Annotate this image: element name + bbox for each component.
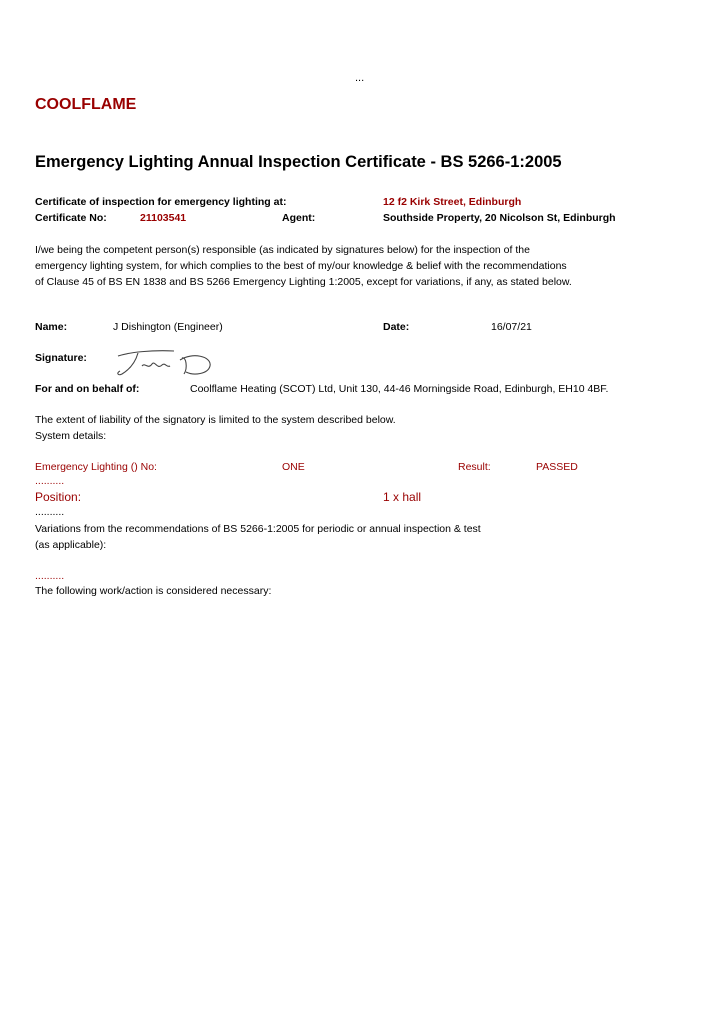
system-details-label: System details: xyxy=(35,430,107,442)
emergency-lighting-number: ONE xyxy=(282,461,305,473)
result-label: Result: xyxy=(458,461,491,473)
date-label: Date: xyxy=(383,321,410,333)
declaration-line: I/we being the competent person(s) responsible (as indicated by signatures below) for the inspection of the xyxy=(35,244,530,256)
emergency-lighting-label: Emergency Lighting () No: xyxy=(35,461,157,473)
declaration-paragraph xyxy=(35,242,572,290)
certificate-number-label: Certificate No: xyxy=(35,212,107,224)
position-label: Position: xyxy=(35,490,82,504)
signature-label: Signature: xyxy=(35,352,87,364)
agent-value: Southside Property, 20 Nicolson St, Edinburgh xyxy=(383,212,616,224)
behalf-label: For and on behalf of: xyxy=(35,383,140,395)
position-value: 1 x hall xyxy=(383,490,422,504)
location-value: 12 f2 Kirk Street, Edinburgh xyxy=(383,196,522,208)
separator-dots: .......... xyxy=(35,475,65,487)
declaration-line: emergency lighting system, for which complies to the best of my/our knowledge & belief with the recommendations xyxy=(35,260,567,272)
header-ellipsis: ... xyxy=(355,72,365,84)
page-title: Emergency Lighting Annual Inspection Certificate - BS 5266-1:2005 xyxy=(35,153,562,171)
work-action-label: The following work/action is considered necessary: xyxy=(35,585,272,597)
signature-image xyxy=(112,346,216,380)
liability-text: The extent of liability of the signatory is limited to the system described below. xyxy=(35,414,396,426)
certificate-number-value: 21103541 xyxy=(140,212,187,224)
location-label: Certificate of inspection for emergency lighting at: xyxy=(35,196,287,208)
separator-dots: .......... xyxy=(35,506,65,518)
behalf-value: Coolflame Heating (SCOT) Ltd, Unit 130, 44-46 Morningside Road, Edinburgh, EH10 4BF. xyxy=(190,383,609,395)
company-logo-text: COOLFLAME xyxy=(35,96,137,113)
agent-label: Agent: xyxy=(282,212,316,224)
variations-applicable: (as applicable): xyxy=(35,539,107,551)
result-value: PASSED xyxy=(536,461,578,473)
date-value: 16/07/21 xyxy=(491,321,532,333)
separator-dots: .......... xyxy=(35,570,65,582)
name-value: J Dishington (Engineer) xyxy=(113,321,223,333)
variations-text: Variations from the recommendations of BS 5266-1:2005 for periodic or annual inspection & test xyxy=(35,523,481,535)
declaration-line: of Clause 45 of BS EN 1838 and BS 5266 Emergency Lighting 1:2005, except for variations, if any, as stated below. xyxy=(35,276,572,288)
name-label: Name: xyxy=(35,321,68,333)
